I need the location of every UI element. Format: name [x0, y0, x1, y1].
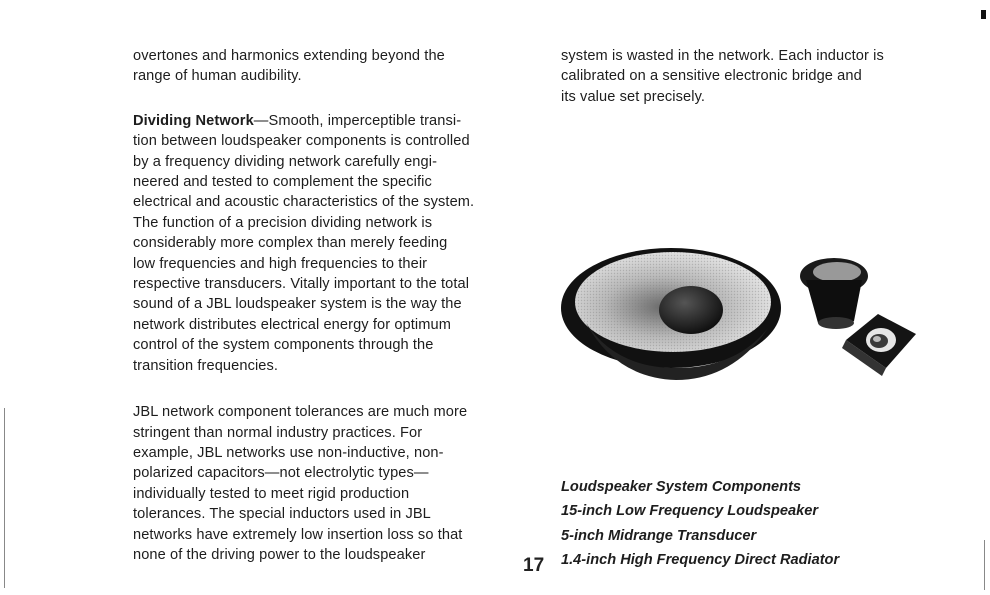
dividing-network-heading: Dividing Network — [133, 112, 254, 129]
text-line: calibrated on a sensitive electronic bridge and — [561, 68, 862, 85]
text-line: overtones and harmonics extending beyond the — [133, 48, 445, 64]
page-number: 17 — [523, 555, 545, 576]
text-line: none of the driving power to the loudspeaker — [133, 546, 426, 563]
scan-corner-mark — [981, 10, 986, 19]
paragraph-overtones — [133, 46, 533, 87]
text-line: by a frequency dividing network carefully engi- — [133, 153, 438, 170]
text-line: tolerances. The special inductors used in JBL — [133, 506, 431, 523]
text-line: example, JBL networks use non-inductive, non- — [133, 444, 444, 461]
paragraph-tolerances — [133, 402, 533, 565]
text-line: control of the system components through the — [133, 337, 434, 354]
caption-line: 1.4-inch High Frequency Direct Radiator — [561, 551, 840, 568]
text-line: electrical and acoustic characteristics of the system. — [133, 194, 475, 211]
text-line: considerably more complex than merely feeding — [133, 235, 448, 252]
caption-line: 5-inch Midrange Transducer — [561, 527, 757, 544]
text-line: system is wasted in the network. Each inductor is — [561, 48, 884, 64]
text-line: its value set precisely. — [561, 88, 706, 105]
woofer-15-inch — [561, 248, 781, 380]
text-line: range of human audibility. — [133, 68, 302, 85]
text-line: network distributes electrical energy for optimum — [133, 316, 451, 333]
text-line: sound of a JBL loudspeaker system is the way the — [133, 296, 462, 313]
text-line: networks have extremely low insertion loss so that — [133, 526, 463, 543]
text-line — [133, 111, 533, 131]
right-column — [561, 46, 951, 107]
text-line: stringent than normal industry practices. For — [133, 424, 423, 441]
caption-line: Loudspeaker System Components — [561, 479, 802, 495]
text-run: —Smooth, imperceptible transi- — [253, 112, 462, 129]
text-line: individually tested to meet rigid production — [133, 485, 410, 502]
loudspeaker-components-photo — [556, 218, 926, 398]
scan-edge-mark-right — [984, 540, 985, 590]
paragraph-dividing-network — [133, 111, 533, 376]
text-line: low frequencies and high frequencies to their — [133, 255, 428, 272]
midrange-5-inch — [800, 258, 868, 329]
text-line: neered and tested to complement the specific — [133, 174, 432, 191]
text-line: The function of a precision dividing network is — [133, 214, 433, 231]
text-line: transition frequencies. — [133, 357, 279, 374]
photo-caption — [561, 475, 961, 572]
text-line: tion between loudspeaker components is controlled — [133, 133, 470, 150]
text-line: respective transducers. Vitally important to the total — [133, 276, 470, 293]
caption-line: 15-inch Low Frequency Loudspeaker — [561, 503, 819, 520]
paragraph-inductor — [561, 46, 951, 107]
text-line: polarized capacitors—not electrolytic types— — [133, 465, 429, 482]
left-column — [133, 46, 533, 565]
scan-edge-mark-left — [4, 408, 5, 588]
text-line: JBL network component tolerances are much more — [133, 404, 468, 421]
